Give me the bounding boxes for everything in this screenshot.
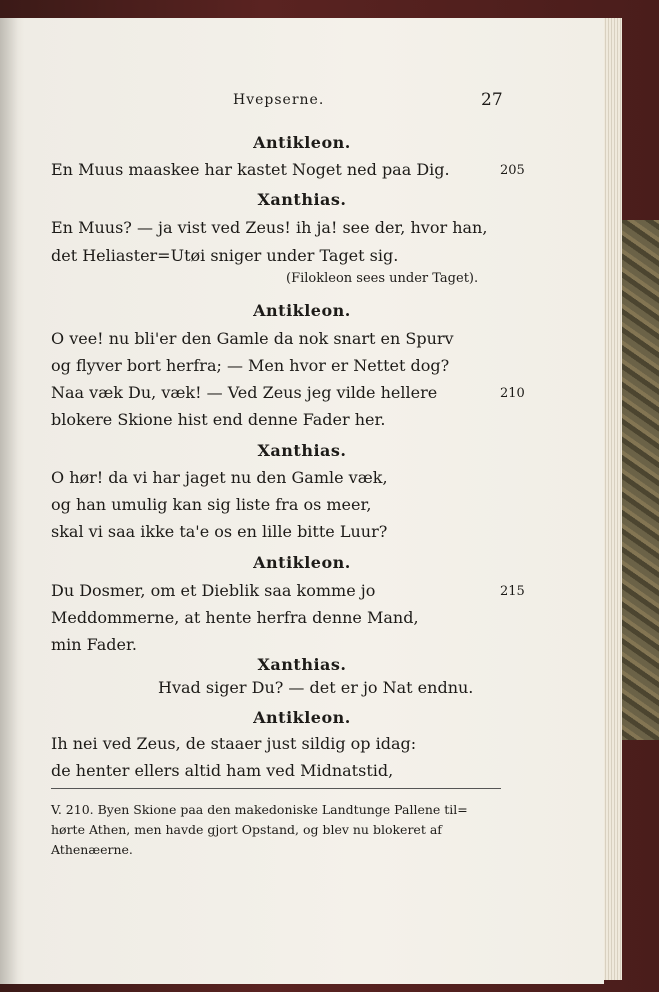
spine-shadow xyxy=(0,18,18,984)
speaker-heading: Antikleon. xyxy=(253,708,351,727)
marbled-endpaper xyxy=(618,220,659,740)
verse-line: En Muus maaskee har kastet Noget ned paa Dig. xyxy=(51,160,450,179)
verse-line: O hør! da vi har jaget nu den Gamle væk, xyxy=(51,468,388,487)
verse-line: de henter ellers altid ham ved Midnatstid, xyxy=(51,761,394,780)
verse-line: skal vi saa ikke ta'e os en lille bitte Luur? xyxy=(51,522,388,541)
stage-direction: (Filokleon sees under Taget). xyxy=(286,271,479,286)
verse-line: min Fader. xyxy=(51,635,137,654)
speaker-heading: Antikleon. xyxy=(253,553,351,572)
verse-line: blokere Skione hist end denne Fader her. xyxy=(51,410,386,429)
verse-line: Meddommerne, at hente herfra denne Mand, xyxy=(51,608,419,627)
verse-line: Ih nei ved Zeus, de staaer just sildig op idag: xyxy=(51,734,417,753)
footnote-line: Athenæerne. xyxy=(51,842,133,857)
verse-line: og han umulig kan sig liste fra os meer, xyxy=(51,495,372,514)
speaker-heading: Xanthias. xyxy=(257,441,347,460)
footnote-line: hørte Athen, men havde gjort Opstand, og blev nu blokeret af xyxy=(51,822,442,837)
verse-line: En Muus? — ja vist ved Zeus! ih ja! see der, hvor han, xyxy=(51,218,488,237)
verse-line: Du Dosmer, om et Dieblik saa komme jo xyxy=(51,581,376,600)
speaker-heading: Antikleon. xyxy=(253,301,351,320)
running-title: Hvepserne. xyxy=(233,92,325,108)
verse-line: O vee! nu bli'er den Gamle da nok snart en Spurv xyxy=(51,329,454,348)
verse-line: Hvad siger Du? — det er jo Nat endnu. xyxy=(158,678,474,697)
verse-line: og flyver bort herfra; — Men hvor er Nettet dog? xyxy=(51,356,450,375)
line-number: 210 xyxy=(500,386,525,401)
speaker-heading: Antikleon. xyxy=(253,133,351,152)
verse-line: Naa væk Du, væk! — Ved Zeus jeg vilde hellere xyxy=(51,383,438,402)
footnote-rule xyxy=(51,788,501,789)
page-number: 27 xyxy=(481,90,503,110)
speaker-heading: Xanthias. xyxy=(257,190,347,209)
speaker-heading: Xanthias. xyxy=(257,655,347,674)
footnote-line: V. 210. Byen Skione paa den makedoniske Landtunge Pallene til= xyxy=(51,802,468,817)
verse-line: det Heliaster=Utøi sniger under Taget sig. xyxy=(51,246,399,265)
book-page xyxy=(0,18,604,984)
line-number: 205 xyxy=(500,163,525,178)
line-number: 215 xyxy=(500,584,525,599)
